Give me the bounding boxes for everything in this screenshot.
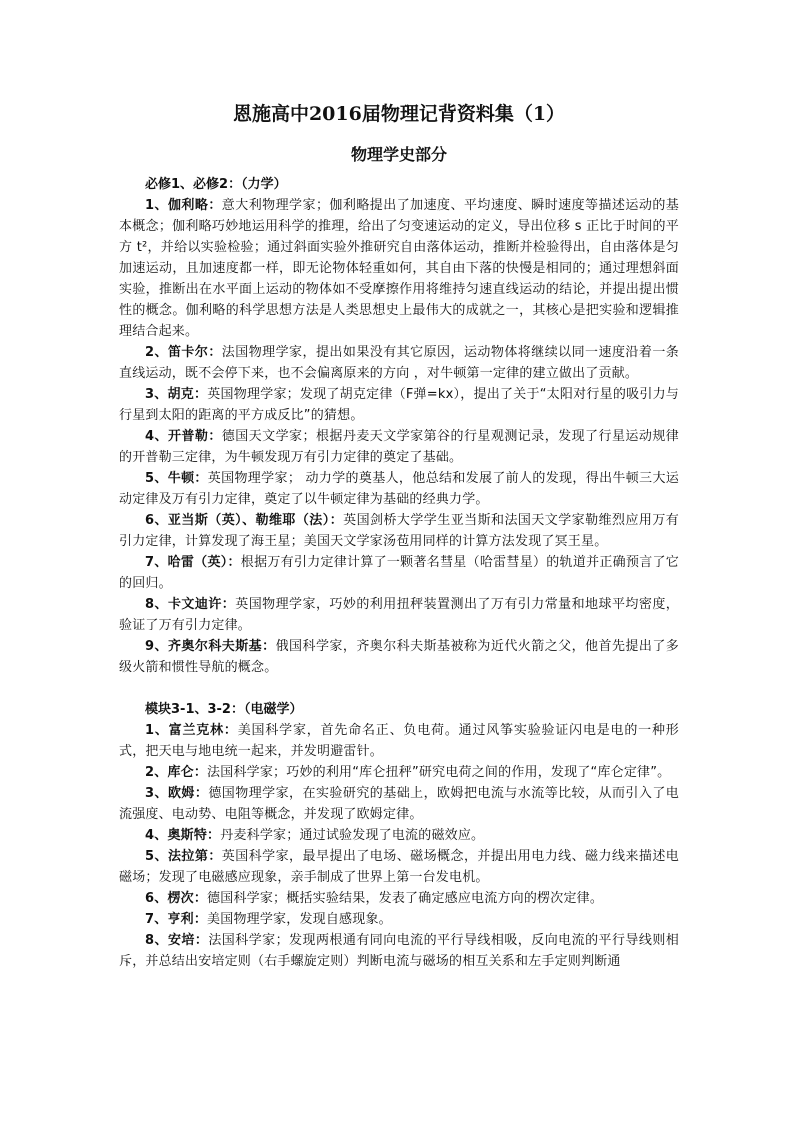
paragraph-lead: 6、楞次： bbox=[145, 891, 208, 906]
paragraph-lead: 8、安培： bbox=[145, 933, 209, 948]
paragraph-text: 丹麦科学家；通过试验发现了电流的磁效应。 bbox=[220, 828, 485, 843]
document-subtitle: 物理学史部分 bbox=[350, 145, 447, 164]
paragraph-lead: 8、卡文迪许： bbox=[145, 597, 236, 612]
paragraph-text: 根据万有引力定律计算了一颗著名彗星（哈雷彗星）的轨道并正确预言了它的回归。 bbox=[119, 555, 679, 591]
paragraph-lead: 1、富兰克林： bbox=[145, 723, 238, 738]
paragraph-lead: 6、亚当斯（英）、勒维耶（法）： bbox=[145, 513, 344, 528]
paragraph-adams-leverrier bbox=[119, 510, 679, 552]
paragraph-text: 德国物理学家，在实验研究的基础上，欧姆把电流与水流等比较，从而引入了电流强度、电动势、电阻等概念，并发现了欧姆定律。 bbox=[119, 786, 679, 822]
paragraph-lead: 3、胡克： bbox=[145, 387, 208, 402]
paragraph-faraday bbox=[119, 846, 679, 888]
paragraph-lead: 5、法拉第： bbox=[145, 849, 222, 864]
paragraph-text: 英国物理学家；发现了胡克定律（F弹=kx），提出了关于“太阳对行星的吸引力与行星到太阳的距离的平方成反比”的猜想。 bbox=[119, 387, 680, 423]
paragraph-lead: 7、哈雷（英）： bbox=[145, 555, 241, 570]
paragraph-text: 德国科学家；概括实验结果，发表了确定感应电流方向的楞次定律。 bbox=[207, 891, 604, 906]
document-title: 恩施高中2016届物理记背资料集（1） bbox=[232, 103, 566, 125]
paragraph-cavendish bbox=[119, 594, 679, 636]
paragraph-lead: 5、牛顿： bbox=[145, 471, 208, 486]
paragraph-text: 俄国科学家，齐奥尔科夫斯基被称为近代火箭之父，他首先提出了多级火箭和惯性导航的概念。 bbox=[119, 639, 679, 675]
paragraph-lead: 7、亨利： bbox=[145, 912, 208, 927]
paragraph-descartes bbox=[119, 342, 679, 384]
paragraph-text: 德国天文学家；根据丹麦天文学家第谷的行星观测记录，发现了行星运动规律的开普勒三定律，为牛顿发现万有引力定律的奠定了基础。 bbox=[119, 429, 679, 465]
paragraph-lead: 4、开普勒： bbox=[145, 429, 222, 444]
paragraph-newton bbox=[119, 468, 679, 510]
paragraph-franklin bbox=[119, 720, 679, 762]
paragraph-text: 英国科学家，最早提出了电场、磁场概念，并提出用电力线、磁力线来描述电磁场；发现了电磁感应现象，亲手制成了世界上第一台发电机。 bbox=[119, 849, 679, 885]
section-heading-electromagnetism: 模块3-1、3-2：（电磁学） bbox=[145, 702, 303, 717]
paragraph-text: 意大利物理学家；伽利略提出了加速度、平均速度、瞬时速度等描述运动的基本概念；伽利略巧妙地运用科学的推理，给出了匀变速运动的定义，导出位移 s 正比于时间的平方 t²，并给以实验检验；通过斜面实验外推研究自由落体运动，推断并检验得出，自由落体是匀加速运动，且加速度都一样，即无论物体轻重如何，其自由下落的快慢是相同的；通过理想斜面实验，推断出在水平面上运动的物体如不受摩擦作用将维持匀速直线运动的结论，并提出提出惯性的概念。伽利略的科学思想方法是人类思想史上最伟大的成就之一，其核心是把实验和逻辑推理结合起来。 bbox=[119, 198, 679, 339]
paragraph-text: 美国科学家，首先命名正、负电荷。通过风筝实验验证闪电是电的一种形式，把天电与地电统一起来，并发明避雷针。 bbox=[119, 723, 679, 759]
paragraph-lead: 9、齐奥尔科夫斯基： bbox=[145, 639, 276, 654]
paragraph-text: 英国剑桥大学学生亚当斯和法国天文学家勒维烈应用万有引力定律，计算发现了海王星；美国天文学家汤苞用同样的计算方法发现了冥王星。 bbox=[119, 513, 679, 549]
section-heading-mechanics: 必修1、必修2：（力学） bbox=[145, 177, 287, 192]
paragraph-text: 法国物理学家，提出如果没有其它原因，运动物体将继续以同一速度沿着一条直线运动，既不会停下来，也不会偏离原来的方向 ，对牛顿第一定律的建立做出了贡献。 bbox=[119, 345, 679, 381]
paragraph-lead: 3、欧姆： bbox=[145, 786, 209, 801]
document-page bbox=[119, 100, 679, 972]
paragraph-text: 英国物理学家； 动力学的奠基人，他总结和发展了前人的发现，得出牛顿三大运动定律及万有引力定律，奠定了以牛顿定律为基础的经典力学。 bbox=[119, 471, 679, 507]
paragraph-ohm bbox=[119, 783, 679, 825]
paragraph-text: 美国物理学家，发现自感现象。 bbox=[207, 912, 392, 927]
paragraph-lenz bbox=[119, 888, 679, 909]
paragraph-tsiolkovsky bbox=[119, 636, 679, 678]
paragraph-lead: 1、伽利略： bbox=[145, 198, 222, 213]
paragraph-henry bbox=[119, 909, 679, 930]
paragraph-halley bbox=[119, 552, 679, 594]
paragraph-galileo bbox=[119, 195, 679, 342]
paragraph-lead: 2、库仑： bbox=[145, 765, 208, 780]
paragraph-lead: 2、笛卡尔： bbox=[145, 345, 222, 360]
paragraph-lead: 4、奥斯特： bbox=[145, 828, 221, 843]
paragraph-oersted bbox=[119, 825, 679, 846]
paragraph-coulomb bbox=[119, 762, 679, 783]
paragraph-text: 法国科学家；发现两根通有同向电流的平行导线相吸，反向电流的平行导线则相斥，并总结出安培定则（右手螺旋定则）判断电流与磁场的相互关系和左手定则判断通 bbox=[119, 933, 679, 969]
paragraph-text: 法国科学家；巧妙的利用“库仑扭秤”研究电荷之间的作用，发现了“库仑定律”。 bbox=[207, 765, 671, 780]
paragraph-ampere bbox=[119, 930, 679, 972]
paragraph-text: 英国物理学家，巧妙的利用扭秤装置测出了万有引力常量和地球平均密度，验证了万有引力定律。 bbox=[119, 597, 679, 633]
paragraph-kepler bbox=[119, 426, 679, 468]
paragraph-hooke bbox=[119, 384, 679, 426]
